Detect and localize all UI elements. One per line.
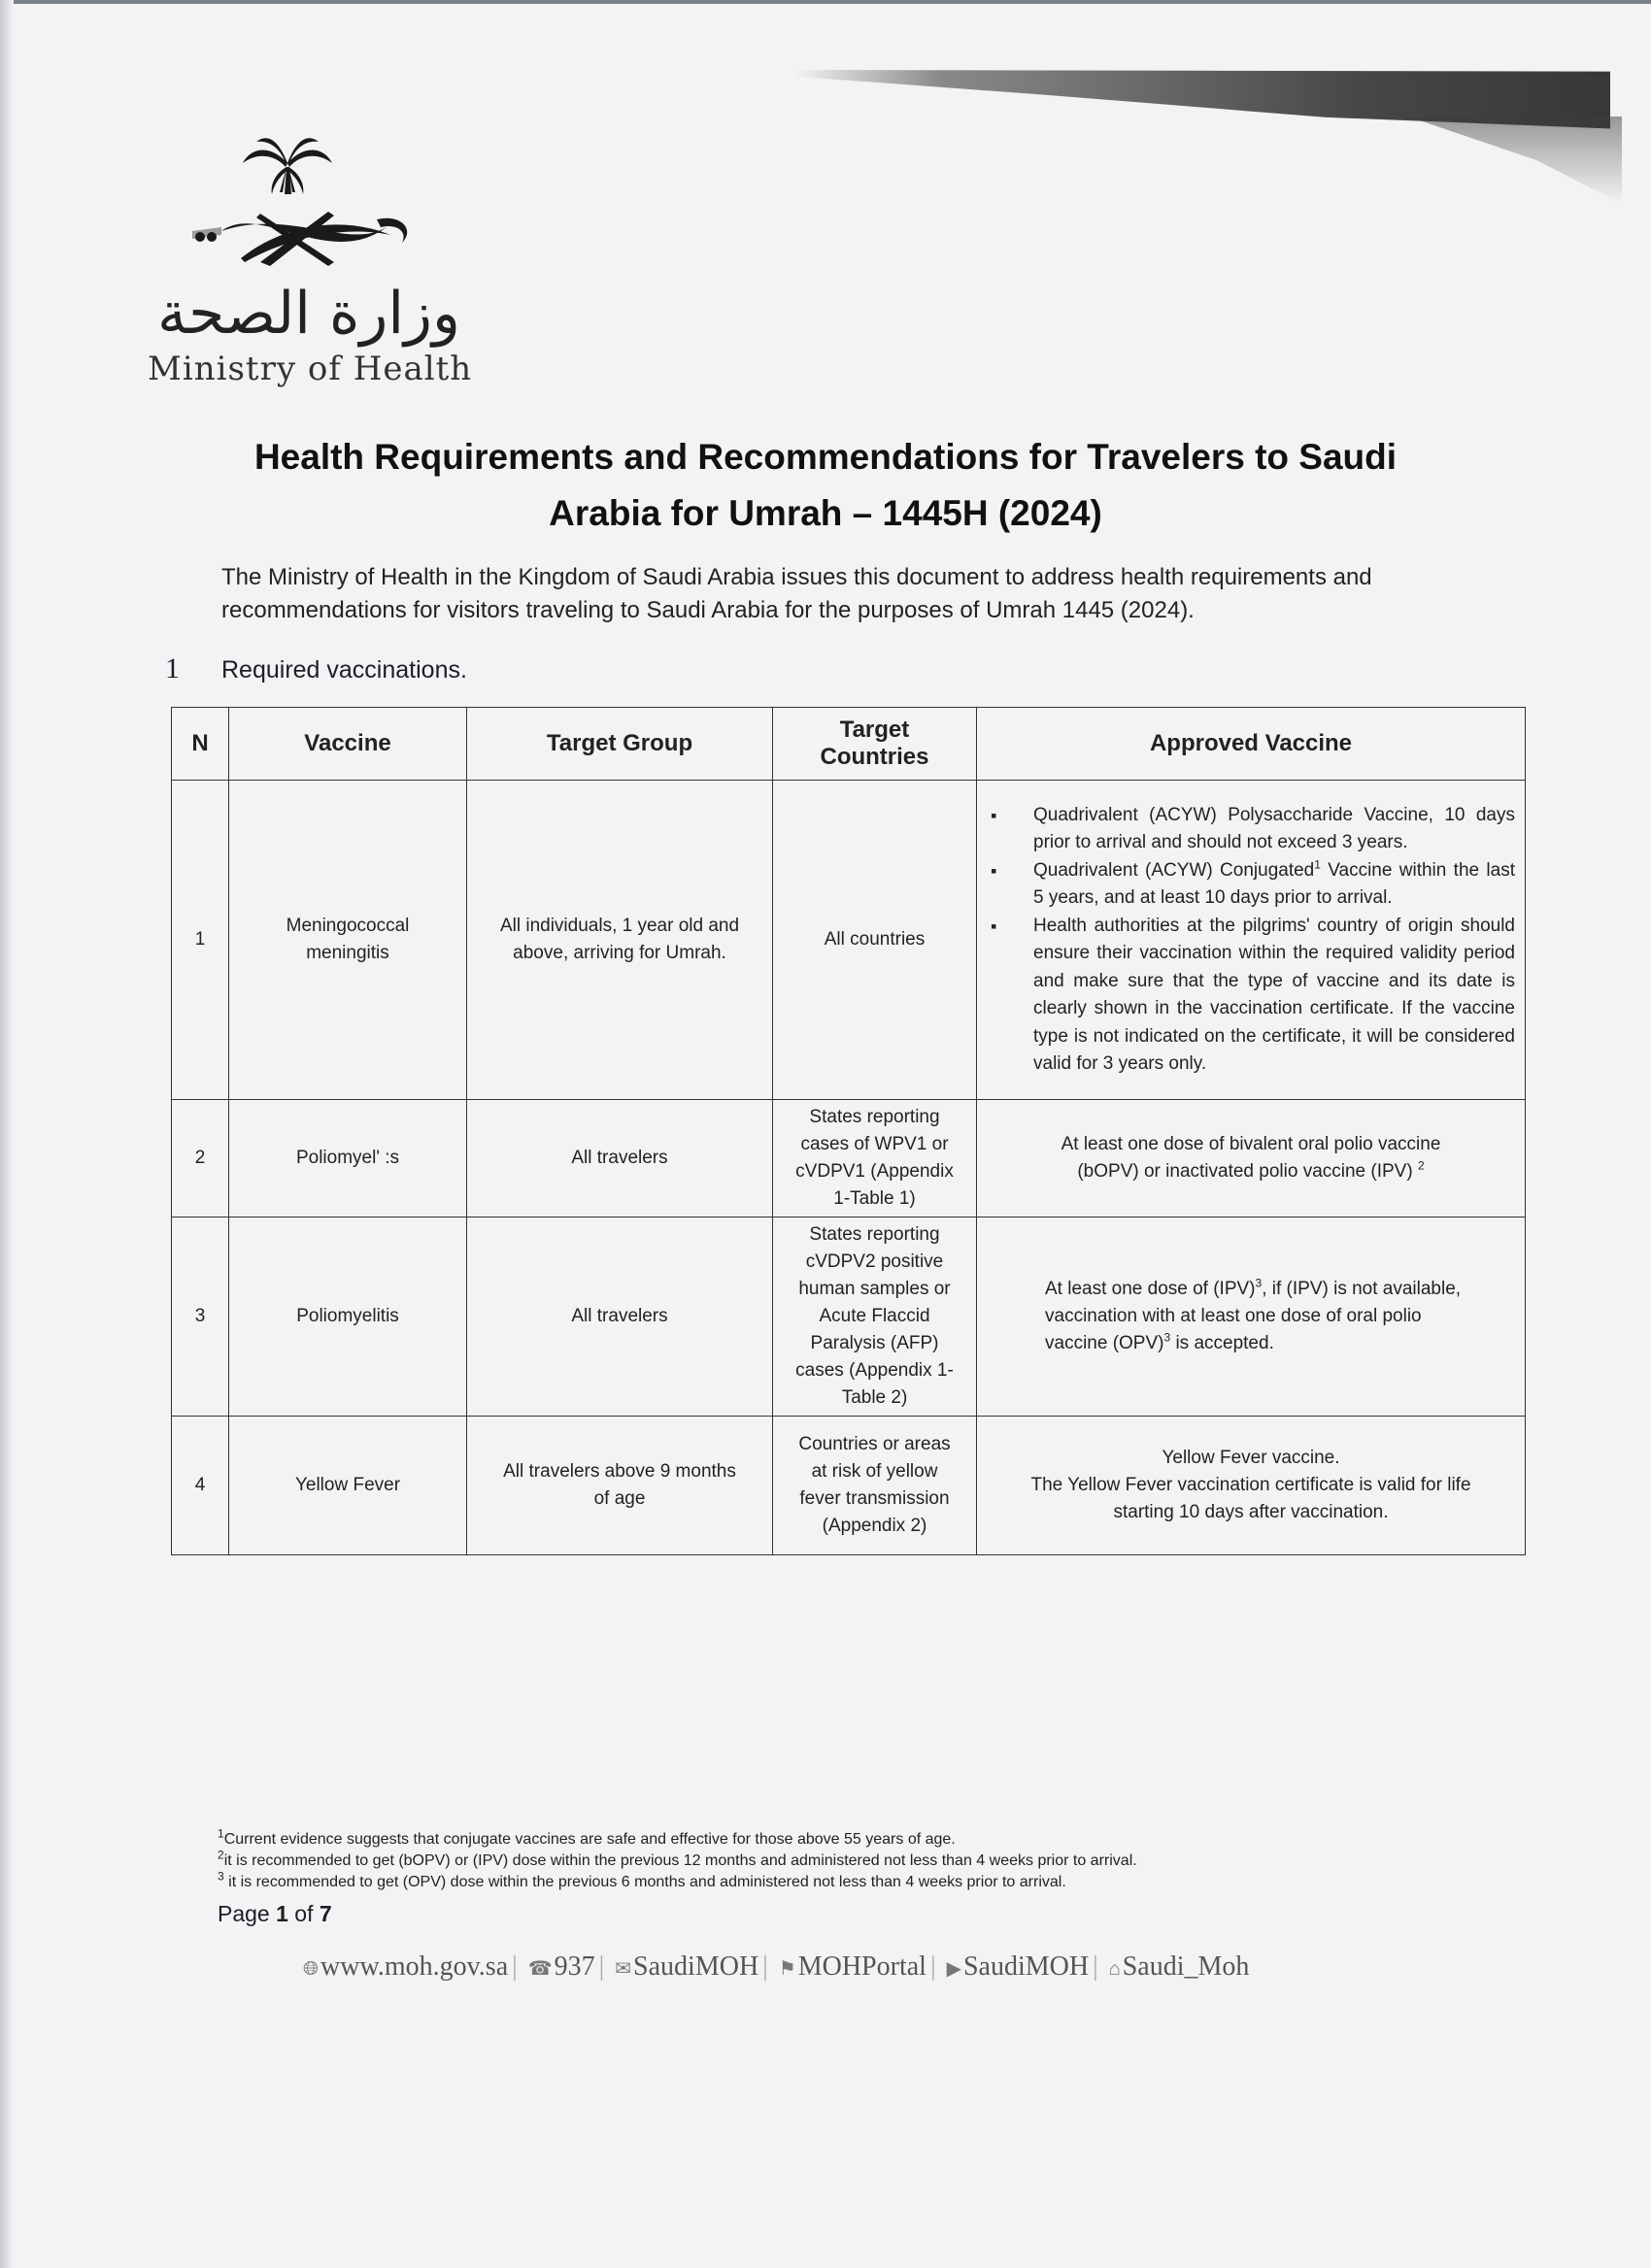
cell-target-countries [773, 1100, 977, 1217]
list-item-text: Quadrivalent (ACYW) Polysaccharide Vaccine, 10 days prior to arrival and should not exceed 3 years. [1033, 804, 1515, 852]
cell-approved-vaccine [977, 781, 1526, 1100]
cell-line: Table 2) [841, 1387, 908, 1408]
cell-line: Acute Flaccid [819, 1306, 930, 1326]
cell-text: At least one dose of (IPV) [1045, 1279, 1256, 1299]
cell-target-group: All travelers [467, 1217, 773, 1417]
page-number-middle: of [287, 1901, 320, 1926]
cell-line: human samples or [798, 1279, 951, 1299]
footnote-ref: 2 [1417, 1158, 1425, 1173]
cell-line: above, arriving for Umrah. [513, 943, 726, 963]
cell-line: Countries or areas [798, 1434, 951, 1454]
cell-line: The Yellow Fever vaccination certificate is valid for life [1030, 1475, 1471, 1495]
cell-line: cVDPV2 positive [805, 1251, 944, 1272]
vaccination-table [171, 707, 1526, 1555]
cell-vaccine: Poliomyel' :s [229, 1100, 467, 1217]
contact-footer [303, 1951, 1430, 1983]
col-header-vaccine: Vaccine [229, 708, 467, 781]
facebook-handle[interactable]: MOHPortal [797, 1951, 927, 1982]
list-item-text: Quadrivalent (ACYW) Conjugated [1033, 859, 1315, 881]
footnotes [218, 1826, 1383, 1893]
cell-line: Yellow Fever vaccine. [1162, 1448, 1340, 1468]
cell-line: cases (Appendix 1- [795, 1360, 954, 1381]
cell-target-countries: All countries [773, 781, 977, 1100]
footnote [218, 1848, 1383, 1872]
table-row [172, 1417, 1526, 1555]
list-item-text: Health authorities at the pilgrims' country of origin should ensure their vaccination within the required validity period and make sure that the type of vaccine and its date is clearly shown in the vaccination certificate. If the vaccine type is not indicated on the certificate, it will be considered valid for 3 years only. [1033, 915, 1515, 1074]
list-item [1033, 802, 1515, 857]
cell-n: 3 [172, 1217, 229, 1417]
cell-n: 4 [172, 1417, 229, 1555]
cell-approved-vaccine [977, 1217, 1526, 1417]
cell-line: States reporting [809, 1107, 940, 1127]
cell-approved-vaccine [977, 1100, 1526, 1217]
list-item-text: Vaccine within the last 5 years, and at least 10 days prior to arrival. [1033, 859, 1515, 908]
footnote [218, 1826, 1383, 1851]
cell-text: is accepted. [1170, 1333, 1274, 1353]
cell-line: All travelers above 9 months [503, 1461, 736, 1482]
cell-target-group: All travelers [467, 1100, 773, 1217]
snapchat-icon: ⌂ [1108, 1958, 1121, 1980]
page-number [218, 1901, 332, 1927]
title-line: Arabia for Umrah – 1445H (2024) [549, 493, 1102, 533]
cell-line: cases of WPV1 or [800, 1134, 949, 1154]
cell-vaccine: Poliomyelitis [229, 1217, 467, 1417]
footnote-ref: 1 [1314, 857, 1321, 872]
col-header-target-countries [773, 708, 977, 781]
youtube-icon: ▶ [946, 1958, 961, 1980]
youtube-handle[interactable]: SaudiMOH [962, 1951, 1090, 1982]
footnote-text: Current evidence suggests that conjugate vaccines are safe and effective for those above 55 years of age. [223, 1831, 956, 1848]
footnote-text: it is recommended to get (bOPV) or (IPV) dose within the previous 12 months and administered not less than 4 weeks prior to arrival. [223, 1852, 1137, 1869]
page-number-prefix: Page [218, 1901, 277, 1926]
cell-line: meningitis [306, 943, 389, 963]
document-title [175, 429, 1476, 542]
cell-line: (Appendix 2) [822, 1516, 927, 1536]
footnote-marker: 3 [218, 1869, 224, 1884]
twitter-handle[interactable]: SaudiMOH [633, 1951, 759, 1982]
footnote [218, 1869, 1383, 1893]
cell-n: 1 [172, 781, 229, 1100]
cell-line: Meningococcal [286, 916, 410, 936]
section-number: 1 [165, 652, 180, 684]
palm-swords-emblem-icon [183, 134, 435, 280]
page-number-total: 7 [319, 1901, 332, 1926]
cell-line: fever transmission [799, 1488, 950, 1509]
col-header-n: N [172, 708, 229, 781]
cell-line: States reporting [809, 1224, 940, 1245]
cell-line: 1-Table 1) [833, 1188, 916, 1209]
cell-line: Paralysis (AFP) [810, 1333, 939, 1353]
cell-target-group [467, 781, 773, 1100]
footnote-ref: 3 [1163, 1330, 1171, 1345]
page-number-current: 1 [276, 1901, 288, 1926]
section-heading: Required vaccinations. [221, 656, 467, 684]
facebook-icon: ⚑ [778, 1958, 796, 1980]
header-line: Target [839, 717, 910, 743]
list-item [1033, 857, 1515, 913]
cell-line [1045, 1330, 1515, 1357]
cell-line: All individuals, 1 year old and [499, 916, 740, 936]
globe-icon: 🌐︎ [303, 1958, 319, 1980]
cell-text: , if (IPV) is not available, [1262, 1279, 1462, 1299]
table-row [172, 781, 1526, 1100]
website-link[interactable]: www.moh.gov.sa [320, 1951, 509, 1982]
cell-target-countries [773, 1417, 977, 1555]
separator: | [598, 1951, 605, 1982]
twitter-icon: ✉ [615, 1958, 632, 1980]
cell-n: 2 [172, 1100, 229, 1217]
cell-approved-vaccine [977, 1417, 1526, 1555]
footnote-text: it is recommended to get (OPV) dose within the previous 6 months and administered not less than 4 weeks prior to arrival. [228, 1874, 1066, 1890]
separator: | [929, 1951, 936, 1982]
cell-line: starting 10 days after vaccination. [1113, 1502, 1389, 1522]
cell-text: (bOPV) or inactivated polio vaccine (IPV) [1077, 1161, 1413, 1182]
intro-line: recommendations for visitors traveling to Saudi Arabia for the purposes of Umrah 1445 (2024). [221, 597, 1195, 623]
footnote-ref: 3 [1255, 1276, 1263, 1290]
col-header-target-group: Target Group [467, 708, 773, 781]
scan-smudge [1408, 117, 1622, 204]
cell-line: of age [593, 1488, 646, 1509]
col-header-approved-vaccine: Approved Vaccine [977, 708, 1526, 781]
ministry-logo [144, 134, 474, 396]
cell-line [1045, 1276, 1515, 1303]
cell-target-countries [773, 1217, 977, 1417]
table-row [172, 1100, 1526, 1217]
cell-line: cVDPV1 (Appendix [795, 1161, 954, 1182]
cell-line: vaccination with at least one dose of oral polio [1045, 1306, 1422, 1326]
intro-line: The Ministry of Health in the Kingdom of Saudi Arabia issues this document to address health requirements and [221, 564, 1372, 590]
intro-paragraph [221, 561, 1484, 627]
phone-icon: ☎ [527, 1958, 553, 1980]
footnote-marker: 1 [218, 1826, 224, 1841]
phone-number[interactable]: 937 [554, 1951, 595, 1982]
snapchat-handle[interactable]: Saudi_Moh [1122, 1951, 1250, 1982]
footnote-marker: 2 [218, 1848, 224, 1862]
cell-line: at risk of yellow [811, 1461, 938, 1482]
header-line: Countries [820, 744, 929, 770]
ministry-name-arabic: وزارة الصحة [157, 280, 460, 348]
separator: | [762, 1951, 768, 1982]
cell-line: At least one dose of bivalent oral polio vaccine [1061, 1134, 1441, 1154]
ministry-name-english: Ministry of Health [148, 350, 473, 388]
scan-shadow [0, 0, 14, 2268]
list-item [1033, 913, 1515, 1079]
scan-edge [0, 0, 1651, 4]
separator: | [1093, 1951, 1098, 1982]
cell-target-group [467, 1417, 773, 1555]
cell-vaccine: Yellow Fever [229, 1417, 467, 1555]
cell-text: vaccine (OPV) [1045, 1333, 1164, 1353]
separator: | [512, 1951, 518, 1982]
table-row [172, 1217, 1526, 1417]
title-line: Health Requirements and Recommendations for Travelers to Saudi [253, 437, 1398, 477]
cell-line [987, 1158, 1515, 1185]
bullet-list [987, 802, 1515, 1079]
cell-vaccine [229, 781, 467, 1100]
table-header-row [172, 708, 1526, 781]
